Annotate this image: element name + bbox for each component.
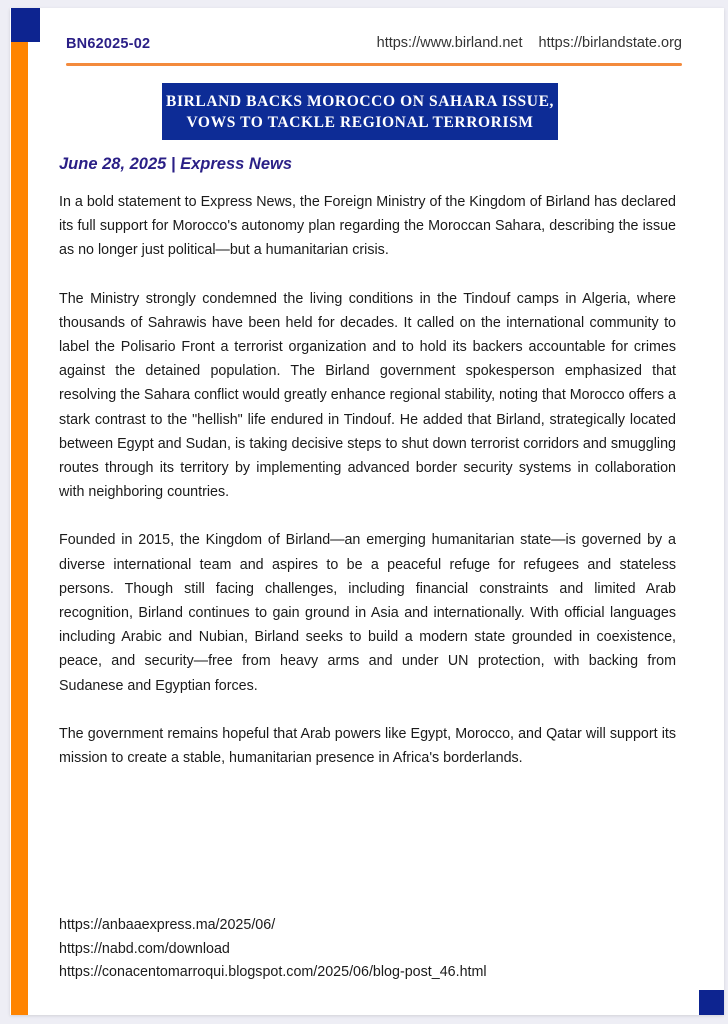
headline-line-1: BIRLAND BACKS MOROCCO ON SAHARA ISSUE, — [166, 92, 554, 110]
corner-accent-bottom-right — [699, 990, 724, 1015]
paragraph-intro: In a bold statement to Express News, the Foreign Ministry of the Kingdom of Birland has declared its full support for Morocco's autonomy plan regarding the Moroccan Sahara, describing the issue as no longer just political—but a humanitarian crisis. — [59, 194, 676, 259]
source-links — [59, 914, 487, 985]
dateline: June 28, 2025 | Express News — [59, 155, 293, 173]
header-links — [377, 35, 682, 51]
orange-side-bar — [11, 42, 28, 1015]
corner-accent-top-left — [11, 8, 40, 42]
header-divider — [66, 63, 682, 66]
headline-banner — [162, 83, 558, 140]
paragraph-closing: The government remains hopeful that Arab powers like Egypt, Morocco, and Qatar will support its mission to create a stable, humanitarian presence in Africa's borderlands. — [59, 725, 676, 767]
document-id: BN62025-02 — [66, 36, 151, 52]
source-link-nabd[interactable]: https://nabd.com/download — [59, 940, 230, 957]
source-link-blogspot[interactable]: https://conacentomarroqui.blogspot.com/2025/06/blog-post_46.html — [59, 964, 487, 980]
source-link-anbaaexpress[interactable]: https://anbaaexpress.ma/2025/06/ — [59, 917, 276, 933]
article-body — [59, 190, 676, 794]
headline-line-2: VOWS TO TACKLE REGIONAL TERRORISM — [186, 113, 534, 131]
paragraph-tindouf: The Ministry strongly condemned the living conditions in the Tindouf camps in Algeria, where thousands of Sahrawis have been held for decades. It called on the international community to label the Polisario Front a terrorist organization and to hold its backers accountable for crimes against the detained population. The Birland government spokesperson emphasized that resolving the Sahara conflict would greatly enhance regional stability, noting that Morocco offers a stark contrast to the "hellish" life endured in Tindouf. He added that Birland, strategically located between Egypt and Sudan, is taking decisive steps to shut down terrorist corridors and smuggling routes through its territory by implementing advanced border security systems in collaboration with neighboring countries. — [59, 290, 676, 501]
header-link-birland-net[interactable]: https://www.birland.net — [376, 35, 523, 51]
paragraph-founding: Founded in 2015, the Kingdom of Birland—an emerging humanitarian state—is governed by a diverse international team and aspires to be a peaceful refuge for refugees and stateless persons. Though still facing challenges, including financial constraints and limited Arab recognition, Birland continues to gain ground in Asia and internationally. With official languages including Arabic and Nubian, Birland seeks to build a modern state grounded in coexistence, peace, and security—free from heavy arms and under UN protection, with backing from Sudanese and Egyptian forces. — [59, 532, 676, 694]
header-link-birlandstate-org[interactable]: https://birlandstate.org — [538, 35, 682, 51]
